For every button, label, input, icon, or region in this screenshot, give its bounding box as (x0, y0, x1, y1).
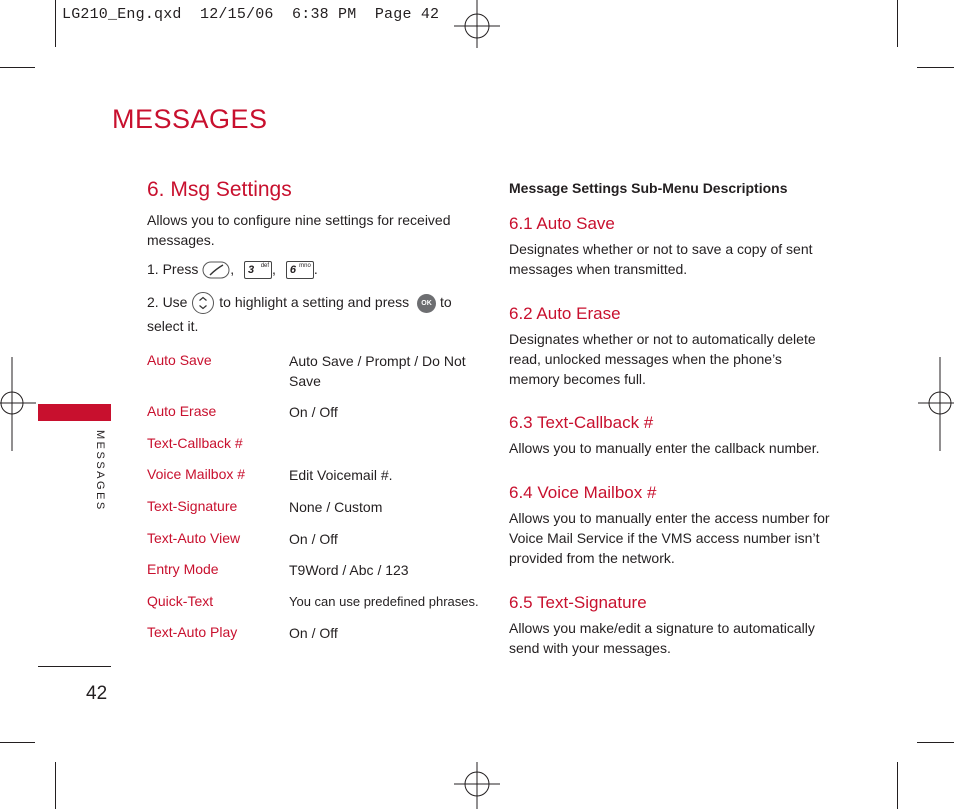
message-key-icon (202, 260, 230, 280)
description-title: 6.5 Text-Signature (509, 593, 647, 612)
page-rule (38, 666, 111, 667)
print-slug: LG210_Eng.qxd 12/15/06 6:38 PM Page 42 (62, 6, 440, 23)
setting-name: Quick-Text (147, 593, 214, 609)
setting-name: Entry Mode (147, 561, 219, 577)
intro-text: Allows you to configure nine settings for received messages. (147, 212, 451, 248)
section-title: MESSAGES (112, 104, 268, 134)
setting-value: Edit Voicemail #. (289, 467, 393, 483)
description-text: Allows you to manually enter the callback number. (509, 440, 820, 456)
setting-name: Text-Auto View (147, 530, 241, 546)
setting-name: Auto Erase (147, 403, 217, 419)
setting-name: Text-Callback # (147, 435, 243, 451)
key-6-digit: 6 (289, 264, 296, 277)
key-3-icon (244, 261, 272, 279)
ok-key-label: OK (421, 299, 432, 307)
step-2-prefix: 2. Use (147, 294, 188, 310)
page-number: 42 (86, 683, 108, 704)
key-3-letters: def (260, 263, 270, 270)
navigation-key-icon (191, 291, 215, 315)
setting-value: Auto Save / Prompt / Do Not Save (289, 353, 466, 389)
description-text: Allows you make/edit a signature to automatically send with your messages. (509, 620, 815, 656)
setting-name: Auto Save (147, 352, 212, 368)
registration-mark-left (0, 357, 36, 451)
registration-mark-top (452, 0, 502, 50)
setting-name: Text-Auto Play (147, 624, 238, 640)
step-2-suffix: to select it. (147, 294, 452, 335)
setting-value: You can use predefined phrases. (289, 594, 479, 609)
step-1-prefix: 1. Press (147, 261, 199, 277)
setting-value: On / Off (289, 625, 338, 641)
key-6-letters: mno (299, 263, 311, 270)
step-2 (147, 291, 477, 337)
sub-title: 6. Msg Settings (147, 178, 292, 201)
description-title: 6.3 Text-Callback # (509, 413, 654, 432)
setting-name: Voice Mailbox # (147, 466, 246, 482)
side-tab (38, 404, 111, 421)
step-1 (147, 258, 477, 280)
key-6-icon (286, 261, 314, 279)
side-label: MESSAGES (94, 430, 106, 512)
setting-value: None / Custom (289, 499, 383, 515)
setting-value: On / Off (289, 531, 338, 547)
description-title: 6.1 Auto Save (509, 214, 615, 233)
descriptions-heading: Message Settings Sub-Menu Descriptions (509, 180, 788, 196)
description-text: Designates whether or not to save a copy of sent messages when transmitted. (509, 241, 813, 277)
step-2-middle: to highlight a setting and press (219, 294, 410, 310)
registration-mark-right (918, 357, 954, 451)
setting-value: On / Off (289, 404, 338, 420)
key-3-digit: 3 (248, 264, 255, 277)
step-1-separator-2: , (272, 261, 276, 277)
setting-name: Text-Signature (147, 498, 238, 514)
description-title: 6.2 Auto Erase (509, 304, 621, 323)
description-text: Allows you to manually enter the access number for Voice Mail Service if the VMS access number isn’t provided from the network. (509, 510, 830, 566)
step-1-end: . (313, 261, 318, 277)
step-1-separator-1: , (230, 261, 235, 277)
description-title: 6.4 Voice Mailbox # (509, 483, 657, 502)
setting-value: T9Word / Abc / 123 (289, 562, 409, 578)
registration-mark-bottom (452, 760, 502, 809)
description-text: Designates whether or not to automatically delete read, unlocked messages when the phone’s memory becomes full. (509, 331, 816, 387)
ok-key-icon (417, 294, 436, 313)
